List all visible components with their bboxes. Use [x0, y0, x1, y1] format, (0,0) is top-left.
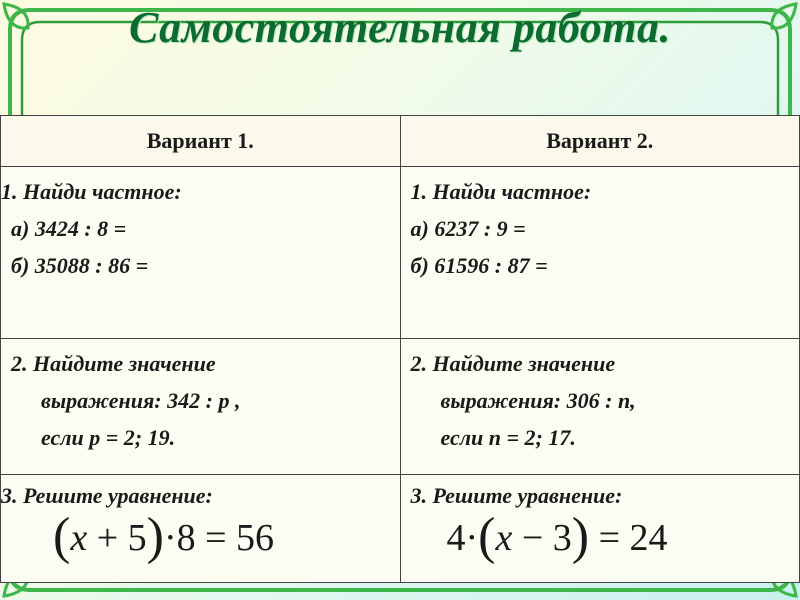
v1-task3-title: 3. Решите уравнение:: [1, 483, 213, 508]
v1-task1-title: 1. Найди частное:: [1, 179, 182, 204]
v1-task2-line2: выражения: 342 : р ,: [41, 388, 241, 413]
v2-task2-line1: 2. Найдите значение: [410, 351, 616, 376]
v1-equation: (x + 5)·8 = 56: [53, 508, 275, 565]
page-title: Самостоятельная работа.: [128, 3, 671, 52]
v2-task1-a: а) 6237 : 9 =: [410, 216, 526, 241]
v1-task1-a: а) 3424 : 8 =: [11, 216, 127, 241]
v1-task3-cell: [1, 475, 401, 583]
v2-task2-line2: выражения: 306 : п,: [440, 388, 636, 413]
v2-task1-cell: [400, 167, 800, 339]
v1-task2-cell: [1, 339, 401, 475]
header-variant-1: Вариант 1.: [1, 116, 401, 167]
header-variant-2: Вариант 2.: [400, 116, 800, 167]
v2-equation: 4·(x − 3) = 24: [446, 508, 668, 565]
v2-task1-title: 1. Найди частное:: [410, 179, 592, 204]
v2-task2-line3: если п = 2; 17.: [440, 425, 576, 450]
v1-task2-line1: 2. Найдите значение: [11, 351, 216, 376]
v2-task3-title: 3. Решите уравнение:: [410, 483, 623, 508]
v1-task1-cell: [1, 167, 401, 339]
v2-task2-cell: [400, 339, 800, 475]
v1-task1-b: б) 35088 : 86 =: [11, 253, 149, 278]
v1-task2-line3: если р = 2; 19.: [41, 425, 176, 450]
assignment-table: [0, 115, 800, 583]
v2-task3-cell: [400, 475, 800, 583]
v2-task1-b: б) 61596 : 87 =: [410, 253, 548, 278]
